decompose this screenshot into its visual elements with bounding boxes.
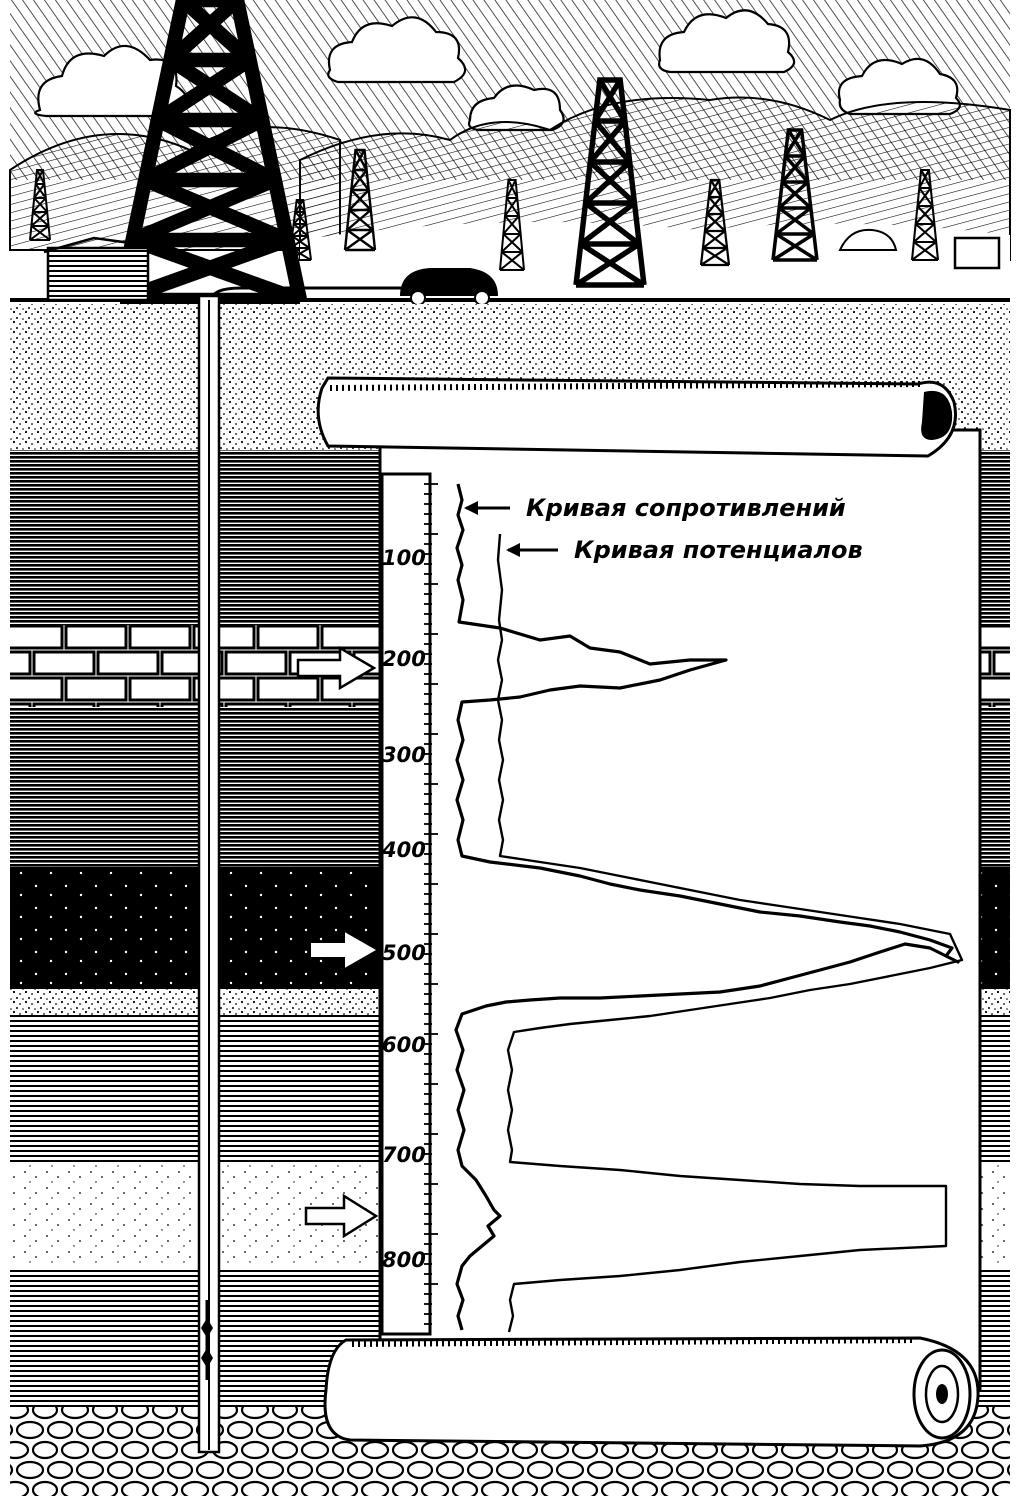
depth-label: 700 [382, 1143, 426, 1167]
depth-label: 200 [382, 647, 426, 671]
scroll-bottom-roll [325, 1338, 978, 1446]
resistivity-label: Кривая сопротивлений [526, 494, 846, 522]
depth-scale [381, 474, 438, 1334]
depth-ruler [382, 474, 430, 1334]
rig-shed [44, 238, 152, 300]
log-scroll [318, 378, 980, 1446]
depth-label: 400 [382, 838, 426, 862]
scroll-top-roll [318, 378, 955, 456]
depth-label: 600 [382, 1033, 426, 1057]
depth-label: 500 [382, 941, 426, 965]
surface-landscape [10, 0, 1010, 305]
scroll-paper [380, 430, 980, 1390]
borehole [199, 296, 219, 1452]
depth-label: 100 [382, 546, 426, 570]
depth-label: 800 [382, 1248, 426, 1272]
hut [955, 238, 999, 268]
depth-label: 300 [382, 743, 426, 767]
potential-label: Кривая потенциалов [574, 536, 863, 564]
